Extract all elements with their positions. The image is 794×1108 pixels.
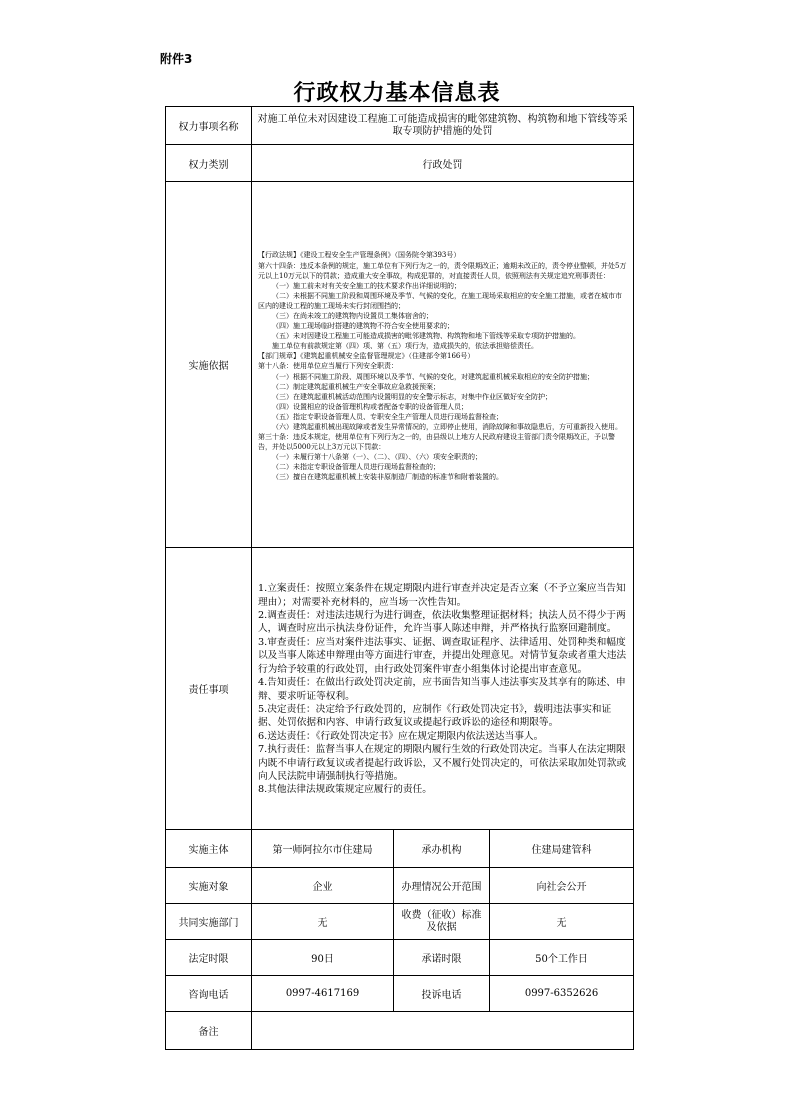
basis-line: （四）设置相应的设备管理机构或者配备专职的设备管理人员； <box>272 402 468 411</box>
basis-line: （三）在尚未竣工的建筑物内设置员工集体宿舍的； <box>272 311 433 320</box>
responsibility-item: 4.告知责任：在做出行政处罚决定前，应书面告知当事人违法事实及其享有的陈述、申辩、要求听证等权利。 <box>258 677 626 702</box>
public-scope-value: 向社会公开 <box>490 868 634 904</box>
joint-dept-value: 无 <box>252 904 394 940</box>
basis-line: 施工单位有前款规定第（四）项、第（五）项行为，造成损失的，依法承担赔偿责任。 <box>272 342 538 351</box>
basis-line: 【部门规章】《建筑起重机械安全监督管理规定》（住建部令第166号） <box>258 352 475 361</box>
consult-phone-value: 0997-4617169 <box>252 976 394 1012</box>
promise-limit-label: 承诺时限 <box>394 940 490 976</box>
basis-line: （一）施工前未对有关安全施工的技术要求作出详细说明的； <box>272 281 461 290</box>
row-time-limit <box>166 940 634 976</box>
basis-line: （五）未对因建设工程施工可能造成损害的毗邻建筑物、构筑物和地下管线等采取专项防护措施的。 <box>272 332 580 341</box>
basis-line: （一）未履行第十八条第（一）、（二）、（四）、（六）项安全职责的； <box>272 453 482 462</box>
row-remark <box>166 1012 634 1050</box>
responsibility-item: 5.决定责任：决定给予行政处罚的，应制作《行政处罚决定书》，载明违法事实和证据、处罚依据和内容、申请行政复议或提起行政诉讼的途径和期限等。 <box>258 703 612 729</box>
remark-value <box>252 1012 634 1050</box>
remark-label: 备注 <box>166 1012 252 1050</box>
basis-line: （二）未指定专职设备管理人员进行现场监督检查的； <box>272 463 440 472</box>
responsibility-item: 8.其他法律法规政策规定应履行的责任。 <box>258 784 432 796</box>
attachment-label: 附件3 <box>160 52 193 66</box>
complaint-phone-value: 0997-6352626 <box>490 976 634 1012</box>
info-table <box>165 106 634 1050</box>
basis-line: （一）根据不同施工阶段、周围环境以及季节、气候的变化，对建筑起重机械采取相应的安全防护措施； <box>272 372 594 381</box>
row-joint <box>166 904 634 940</box>
agency-label: 承办机构 <box>394 830 490 868</box>
joint-dept-label: 共同实施部门 <box>166 904 252 940</box>
responsibility-item: 3.审查责任：应当对案件违法事实、证据、调查取证程序、法律适用、处罚种类和幅度以及当事人陈述申辩理由等方面进行审查，并提出处理意见。对情节复杂或者重大违法行为给予较重的行政处罚，由行政处罚案件审查小组集体讨论提出审查意见。 <box>258 636 627 675</box>
power-category-value: 行政处罚 <box>252 145 634 182</box>
responsibility-item: 2.调查责任：对违法违规行为进行调查，依法收集整理证据材料；执法人员不得少于两人，调查时应出示执法身份证件，允许当事人陈述申辩，并严格执行监察回避制度。 <box>258 610 626 635</box>
fee-value: 无 <box>490 904 634 940</box>
row-phone <box>166 976 634 1012</box>
row-power-category <box>166 145 634 182</box>
complaint-phone-label: 投诉电话 <box>394 976 490 1012</box>
row-subject <box>166 830 634 868</box>
responsibility-item: 7.执行责任：监督当事人在规定的期限内履行生效的行政处罚决定。当事人在法定期限内既不申请行政复议或者提起行政诉讼，又不履行处罚决定的，可依法采取加处罚款或向人民法院申请强制执行等措施。 <box>258 744 627 782</box>
basis-line: （二）未根据不同施工阶段和周围环境及季节、气候的变化，在施工现场采取相应的安全施工措施，或者在城市市区内的建设工程的施工现场未实行封闭围挡的； <box>258 291 622 310</box>
public-scope-label: 办理情况公开范围 <box>394 868 490 904</box>
subject-label: 实施主体 <box>166 830 252 868</box>
target-label: 实施对象 <box>166 868 252 904</box>
basis-line: （五）指定专职设备管理人员、专职安全生产管理人员进行现场监督检查； <box>272 412 503 421</box>
basis-content <box>252 182 634 548</box>
subject-value: 第一师阿拉尔市住建局 <box>252 830 394 868</box>
consult-phone-label: 咨询电话 <box>166 976 252 1012</box>
basis-line: （三）擅自在建筑起重机械上安装非原制造厂制造的标准节和附着装置的。 <box>272 473 503 482</box>
basis-line: （二）制定建筑起重机械生产安全事故应急救援预案； <box>272 382 440 391</box>
power-name-label: 权力事项名称 <box>166 107 252 145</box>
fee-label: 收费（征收）标准及依据 <box>394 904 490 940</box>
responsibility-content <box>252 548 634 830</box>
basis-line: 第三十条：违反本规定，使用单位有下列行为之一的，由县级以上地方人民政府建设主管部门责令限期改正，予以警告，并处以5000元以上3万元以下罚款： <box>258 433 615 452</box>
row-target <box>166 868 634 904</box>
power-name-value: 对施工单位未对因建设工程施工可能造成损害的毗邻建筑物、构筑物和地下管线等采取专项防护措施的处罚 <box>252 107 634 145</box>
row-basis <box>166 182 634 548</box>
basis-line: （四）施工现场临时搭建的建筑物不符合安全使用要求的； <box>272 322 454 331</box>
basis-line: （六）建筑起重机械出现故障或者发生异常情况的，立即停止使用，消除故障和事故隐患后，方可重新投入使用。 <box>272 423 622 432</box>
basis-line: （三）在建筑起重机械活动范围内设置明显的安全警示标志，对集中作业区做好安全防护； <box>272 392 552 401</box>
responsibility-label: 责任事项 <box>166 548 252 830</box>
basis-label: 实施依据 <box>166 182 252 548</box>
legal-limit-value: 90日 <box>252 940 394 976</box>
responsibility-item: 1.立案责任：按照立案条件在规定期限内进行审查并决定是否立案（不予立案应当告知理由）；对需要补充材料的，应当场一次性告知。 <box>258 583 626 608</box>
basis-line: 【行政法规】《建设工程安全生产管理条例》（国务院令第393号） <box>258 251 461 260</box>
basis-line: 第六十四条：违反本条例的规定，施工单位有下列行为之一的，责令限期改正；逾期未改正的，责令停业整顿，并处5万元以上10万元以下的罚款；造成重大安全事故，构成犯罪的，对直接责任人员，依照刑法有关规定追究刑事责任： <box>258 261 627 280</box>
legal-limit-label: 法定时限 <box>166 940 252 976</box>
power-category-label: 权力类别 <box>166 145 252 182</box>
page-title: 行政权力基本信息表 <box>293 80 501 106</box>
basis-line: 第十八条：使用单位应当履行下列安全职责： <box>258 362 398 371</box>
target-value: 企业 <box>252 868 394 904</box>
agency-value: 住建局建管科 <box>490 830 634 868</box>
responsibility-item: 6.送达责任：《行政处罚决定书》应在规定期限内依法送达当事人。 <box>258 730 544 742</box>
row-power-name <box>166 107 634 145</box>
promise-limit-value: 50个工作日 <box>490 940 634 976</box>
row-responsibility <box>166 548 634 830</box>
